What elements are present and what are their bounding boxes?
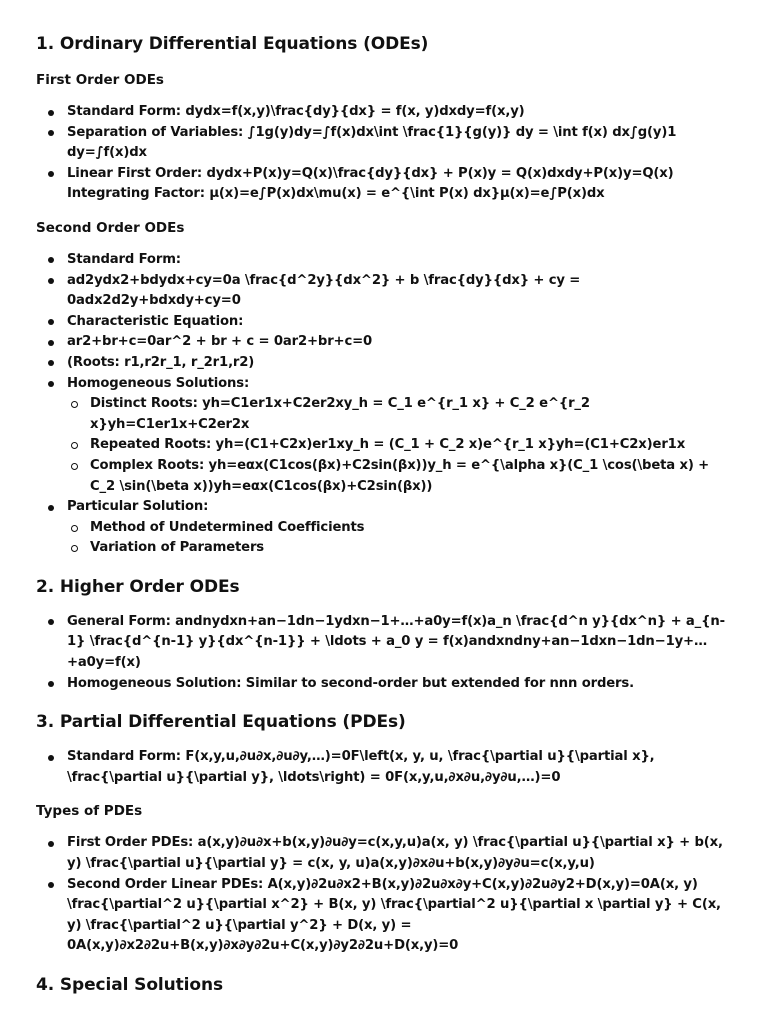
- first-order-list: [36, 102, 732, 205]
- subsection-heading-second-order: Second Order ODEs: [36, 219, 185, 236]
- particular-list: [36, 497, 732, 518]
- list-item: General Form: andnydxn+an−1dn−1ydxn−1+…+a0y=f(x)a_n \frac{d^n y}{dx^n} + a_{n-1} \frac{d^{n-1} y}{dx^{n-1}} + \ldots + a_0 y = f(x)andxndny+an−1dxn−1dn−1y+…+a0y=f(x): [36, 612, 732, 674]
- section-heading-odes: 1. Ordinary Differential Equations (ODEs): [36, 34, 429, 54]
- sublist-item: Variation of Parameters: [36, 538, 732, 559]
- section-heading-pdes: 3. Partial Differential Equations (PDEs): [36, 712, 406, 733]
- homogeneous-sublist: [36, 394, 732, 497]
- second-order-list: [36, 250, 732, 394]
- list-item: First Order PDEs: a(x,y)∂u∂x+b(x,y)∂u∂y=c(x,y,u)a(x, y) \frac{\partial u}{\partial x} + b(x, y) \frac{\partial u}{\partial y} = c(x, y, u)a(x,y)∂x∂u+b(x,y)∂y∂u=c(x,y,u): [36, 833, 732, 874]
- section-heading-higher-order: 2. Higher Order ODEs: [36, 576, 240, 597]
- subsection-heading-first-order: First Order ODEs: [36, 72, 164, 88]
- list-item: Homogeneous Solution: Similar to second-order but extended for nnn orders.: [36, 674, 732, 695]
- list-item: ad2ydx2+bdydx+cy=0a \frac{d^2y}{dx^2} + b \frac{dy}{dx} + cy = 0adx2d2y+bdxdy+cy=0: [36, 271, 732, 312]
- sublist-item: Method of Undetermined Coefficients: [36, 518, 732, 539]
- list-item: Standard Form: dydx=f(x,y)\frac{dy}{dx} = f(x, y)dxdy=f(x,y): [36, 102, 732, 123]
- list-item: Standard Form: F(x,y,u,∂u∂x,∂u∂y,…)=0F\left(x, y, u, \frac{\partial u}{\partial x}, \frac{\partial u}{\partial y}, \ldots\right) = 0F(x,y,u,∂x∂u,∂y∂u,…)=0: [36, 747, 732, 788]
- list-item: Particular Solution:: [36, 497, 732, 518]
- pde-types-list: [36, 833, 732, 957]
- list-item: Linear First Order: dydx+P(x)y=Q(x)\frac{dy}{dx} + P(x)y = Q(x)dxdy+P(x)y=Q(x) Integrating Factor: μ(x)=e∫P(x)dx\mu(x) = e^{\int P(x) dx}μ(x)=e∫P(x)dx: [36, 164, 732, 205]
- list-item: Standard Form:: [36, 250, 732, 271]
- sublist-item: Complex Roots: yh=eαx(C1cos(βx)+C2sin(βx))y_h = e^{\alpha x}(C_1 \cos(\beta x) + C_2 \sin(\beta x))yh=eαx(C1cos(βx)+C2sin(βx)): [36, 456, 732, 497]
- list-item: (Roots: r1,r2r_1, r_2r1,r2): [36, 353, 732, 374]
- list-item: Separation of Variables: ∫1g(y)dy=∫f(x)dx\int \frac{1}{g(y)} dy = \int f(x) dx∫g(y)1 dy=∫f(x)dx: [36, 123, 732, 164]
- pde-list: [36, 747, 732, 788]
- list-item: Characteristic Equation:: [36, 312, 732, 333]
- particular-sublist: [36, 518, 732, 559]
- higher-order-list: [36, 612, 732, 694]
- list-item: ar2+br+c=0ar^2 + br + c = 0ar2+br+c=0: [36, 332, 732, 353]
- sublist-item: Repeated Roots: yh=(C1+C2x)er1xy_h = (C_1 + C_2 x)e^{r_1 x}yh=(C1+C2x)er1x: [36, 435, 732, 456]
- sublist-item: Distinct Roots: yh=C1er1x+C2er2xy_h = C_1 e^{r_1 x} + C_2 e^{r_2 x}yh=C1er1x+C2er2x: [36, 394, 732, 435]
- subsection-heading-types-of-pdes: Types of PDEs: [36, 803, 143, 820]
- list-item: Second Order Linear PDEs: A(x,y)∂2u∂x2+B(x,y)∂2u∂x∂y+C(x,y)∂2u∂y2+D(x,y)=0A(x, y) \frac{\partial^2 u}{\partial x^2} + B(x, y) \frac{\partial^2 u}{\partial x \partial y} + C(x, y) \frac{\partial^2 u}{\partial y^2} + D(x, y) = 0A(x,y)∂x2∂2u+B(x,y)∂x∂y∂2u+C(x,y)∂y2∂2u+D(x,y)=0: [36, 875, 732, 957]
- list-item: Homogeneous Solutions:: [36, 374, 732, 395]
- section-heading-special-solutions: 4. Special Solutions: [36, 975, 223, 995]
